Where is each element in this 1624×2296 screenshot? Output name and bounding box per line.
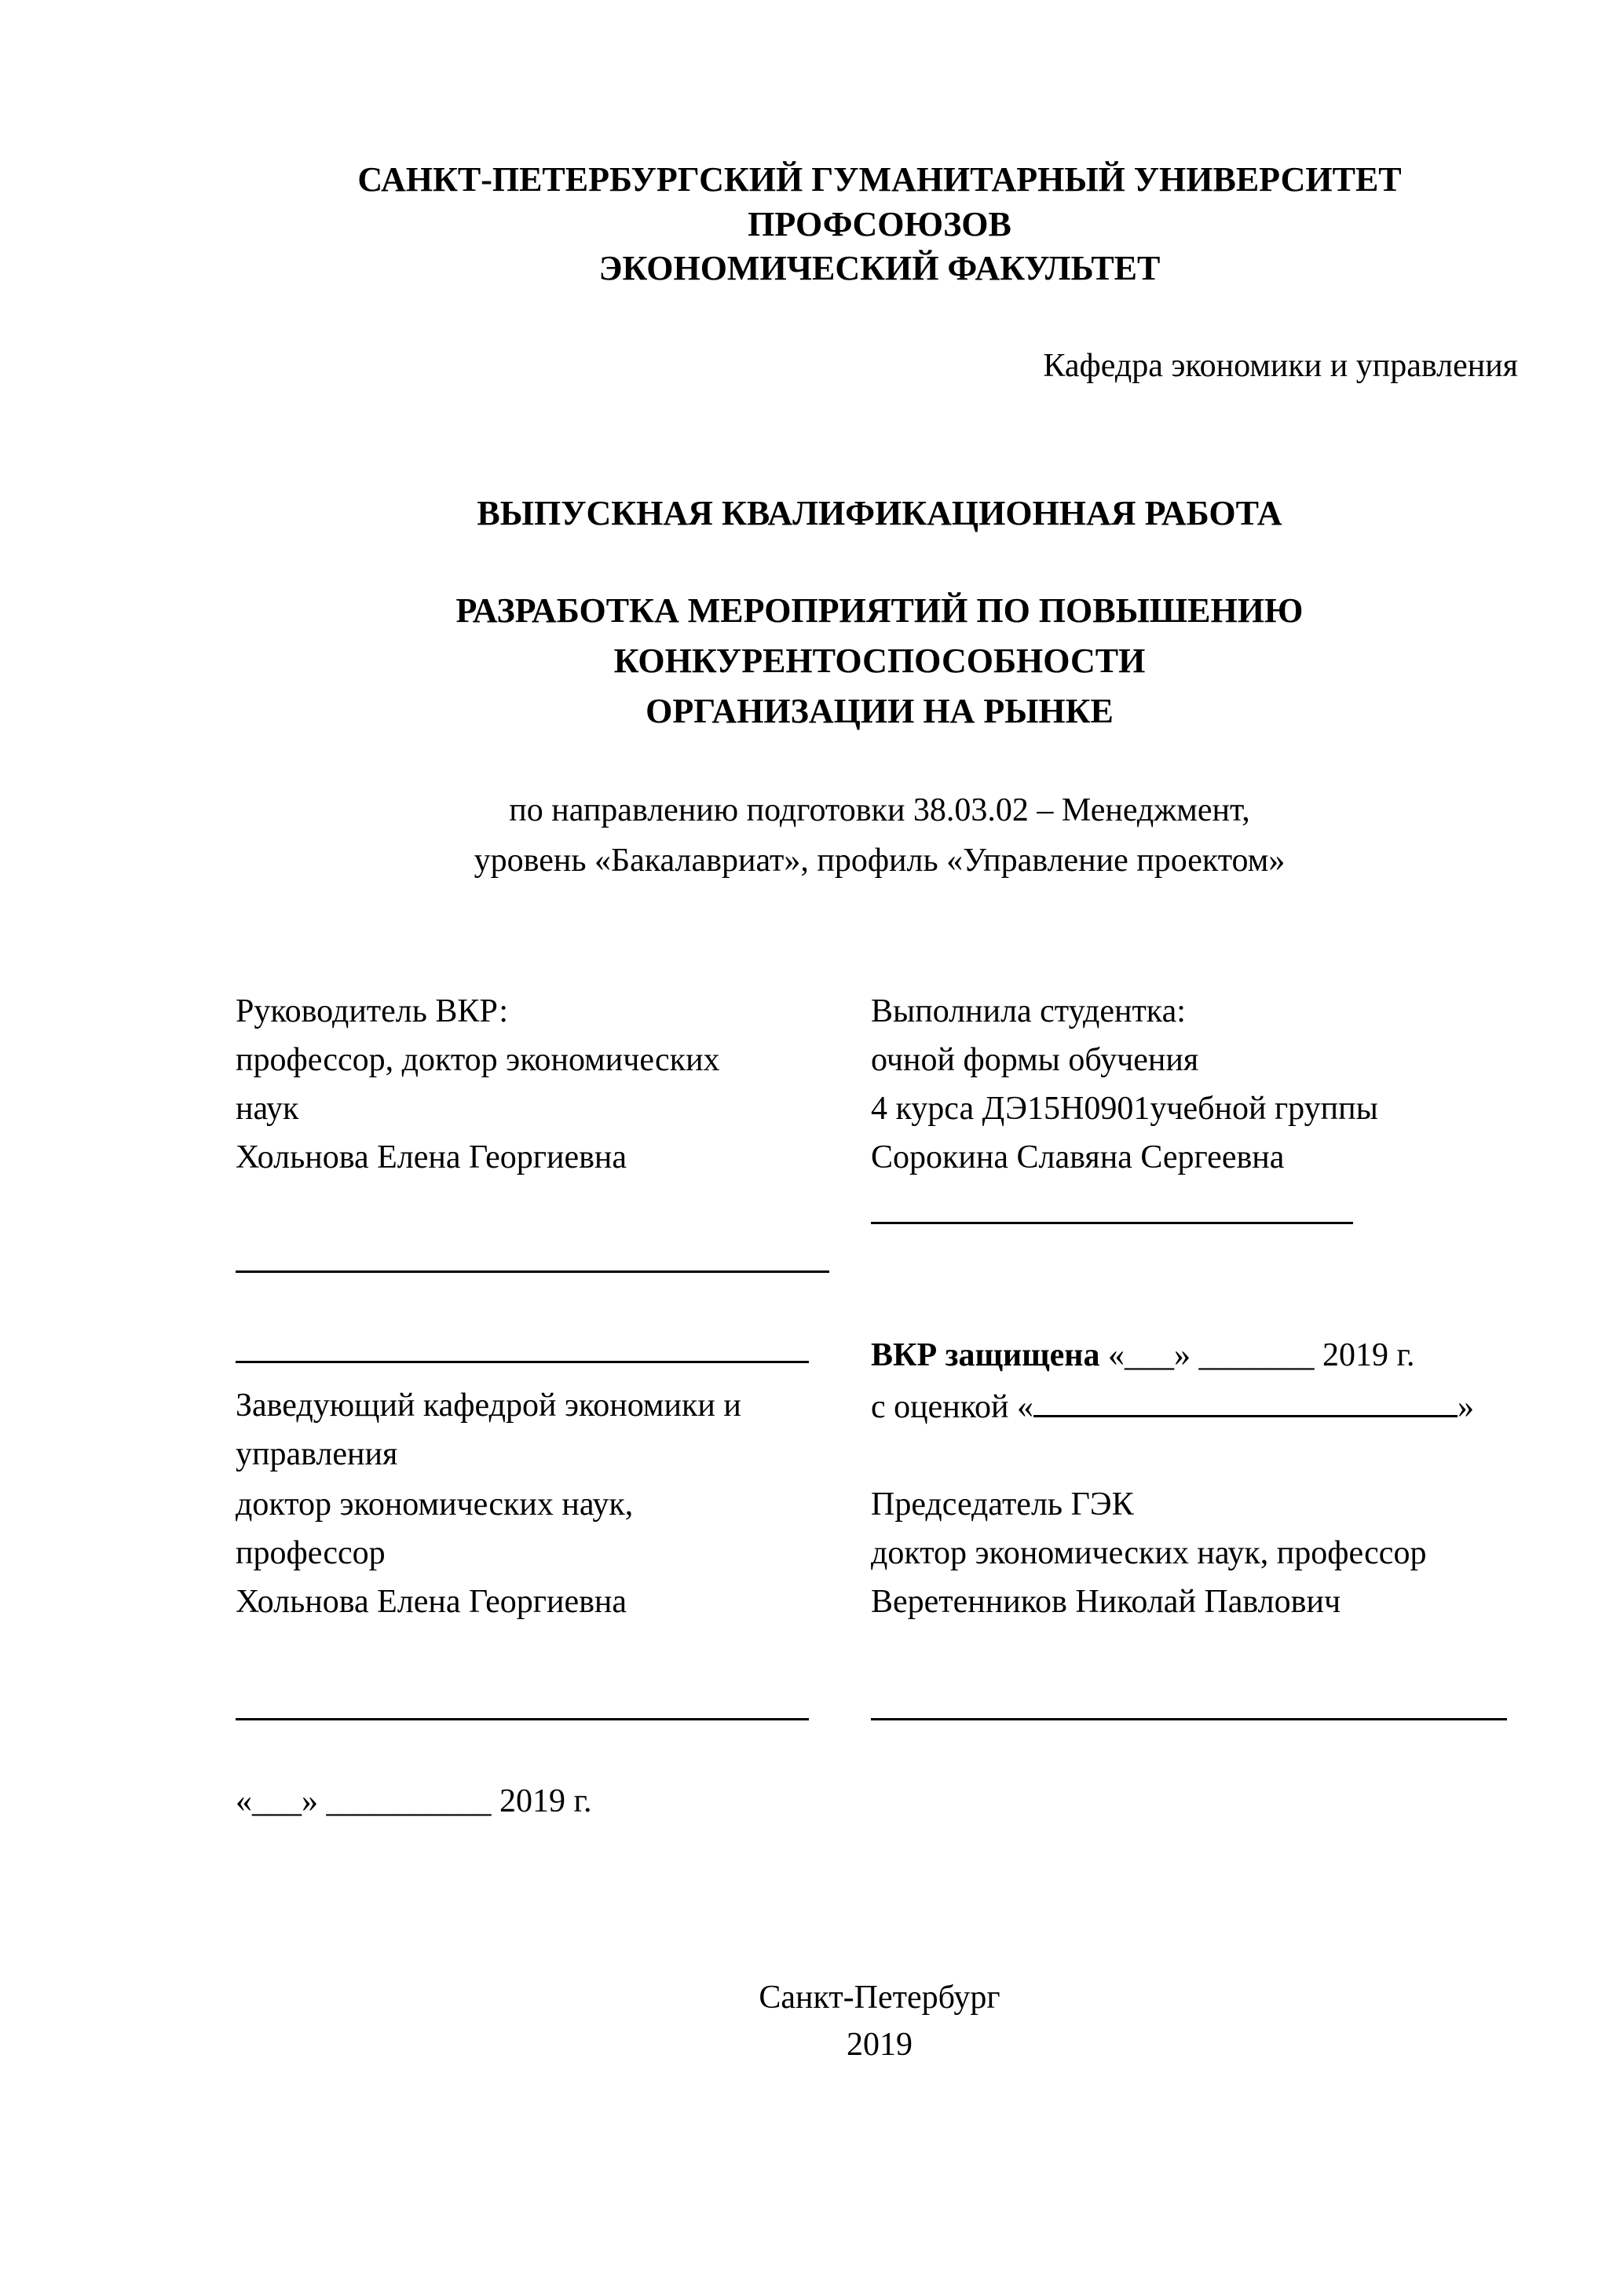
footer-year: 2019 <box>847 2027 913 2063</box>
supervisor-title-line2: наук <box>236 1091 299 1127</box>
work-title-line1: РАЗРАБОТКА МЕРОПРИЯТИЙ ПО ПОВЫШЕНИЮ <box>455 591 1304 630</box>
defense-line <box>871 1333 1414 1377</box>
chairman-name: Веретенников Николай Павлович <box>871 1584 1341 1620</box>
defense-date: «___» _______ 2019 г. <box>1099 1337 1415 1373</box>
university-name-line1: САНКТ-ПЕТЕРБУРГСКИЙ ГУМАНИТАРНЫЙ УНИВЕРСИТЕТ <box>357 160 1402 199</box>
student-label: Выполнила студентка: <box>871 993 1186 1029</box>
head-signature-line-top <box>236 1361 809 1363</box>
grade-suffix: » <box>1458 1389 1474 1425</box>
work-title-line3: ОРГАНИЗАЦИИ НА РЫНКЕ <box>646 692 1114 730</box>
chairman-title: Председатель ГЭК <box>871 1486 1134 1523</box>
direction-line2: уровень «Бакалавриат», профиль «Управление проектом» <box>474 843 1286 879</box>
head-title-line2: управления <box>236 1436 398 1472</box>
supervisor-name: Хольнова Елена Георгиевна <box>236 1139 627 1175</box>
head-signature-line <box>236 1718 809 1720</box>
department-name: Кафедра экономики и управления <box>1043 348 1518 384</box>
work-title-line2: КОНКУРЕНТОСПОСОБНОСТИ <box>613 642 1146 680</box>
direction-line1: по направлению подготовки 38.03.02 – Менеджмент, <box>509 792 1250 828</box>
student-line1: очной формы обучения <box>871 1042 1199 1078</box>
chairman-signature-line <box>871 1718 1507 1720</box>
head-title-line1: Заведующий кафедрой экономики и <box>236 1387 741 1424</box>
date-line: «___» __________ 2019 г. <box>236 1783 592 1819</box>
head-name: Хольнова Елена Георгиевна <box>236 1584 627 1620</box>
defense-label: ВКР защищена <box>871 1337 1100 1373</box>
faculty-name: ЭКОНОМИЧЕСКИЙ ФАКУЛЬТЕТ <box>598 249 1161 287</box>
work-type: ВЫПУСКНАЯ КВАЛИФИКАЦИОННАЯ РАБОТА <box>477 494 1282 532</box>
university-name-line2: ПРОФСОЮЗОВ <box>748 205 1011 243</box>
grade-prefix: с оценкой « <box>871 1389 1033 1425</box>
supervisor-title-line1: профессор, доктор экономических <box>236 1042 720 1078</box>
grade-line <box>871 1384 1474 1429</box>
chairman-degree: доктор экономических наук, профессор <box>871 1535 1427 1571</box>
supervisor-signature-line <box>236 1270 829 1273</box>
student-name: Сорокина Славяна Сергеевна <box>871 1139 1285 1175</box>
student-line2: 4 курса ДЭ15Н0901учебной группы <box>871 1091 1378 1127</box>
supervisor-label: Руководитель ВКР: <box>236 993 509 1029</box>
student-signature-line <box>871 1222 1353 1224</box>
grade-blank <box>1033 1384 1458 1417</box>
head-degree-line1: доктор экономических наук, <box>236 1486 634 1523</box>
head-degree-line2: профессор <box>236 1535 386 1571</box>
footer-city: Санкт-Петербург <box>759 1980 1000 2016</box>
